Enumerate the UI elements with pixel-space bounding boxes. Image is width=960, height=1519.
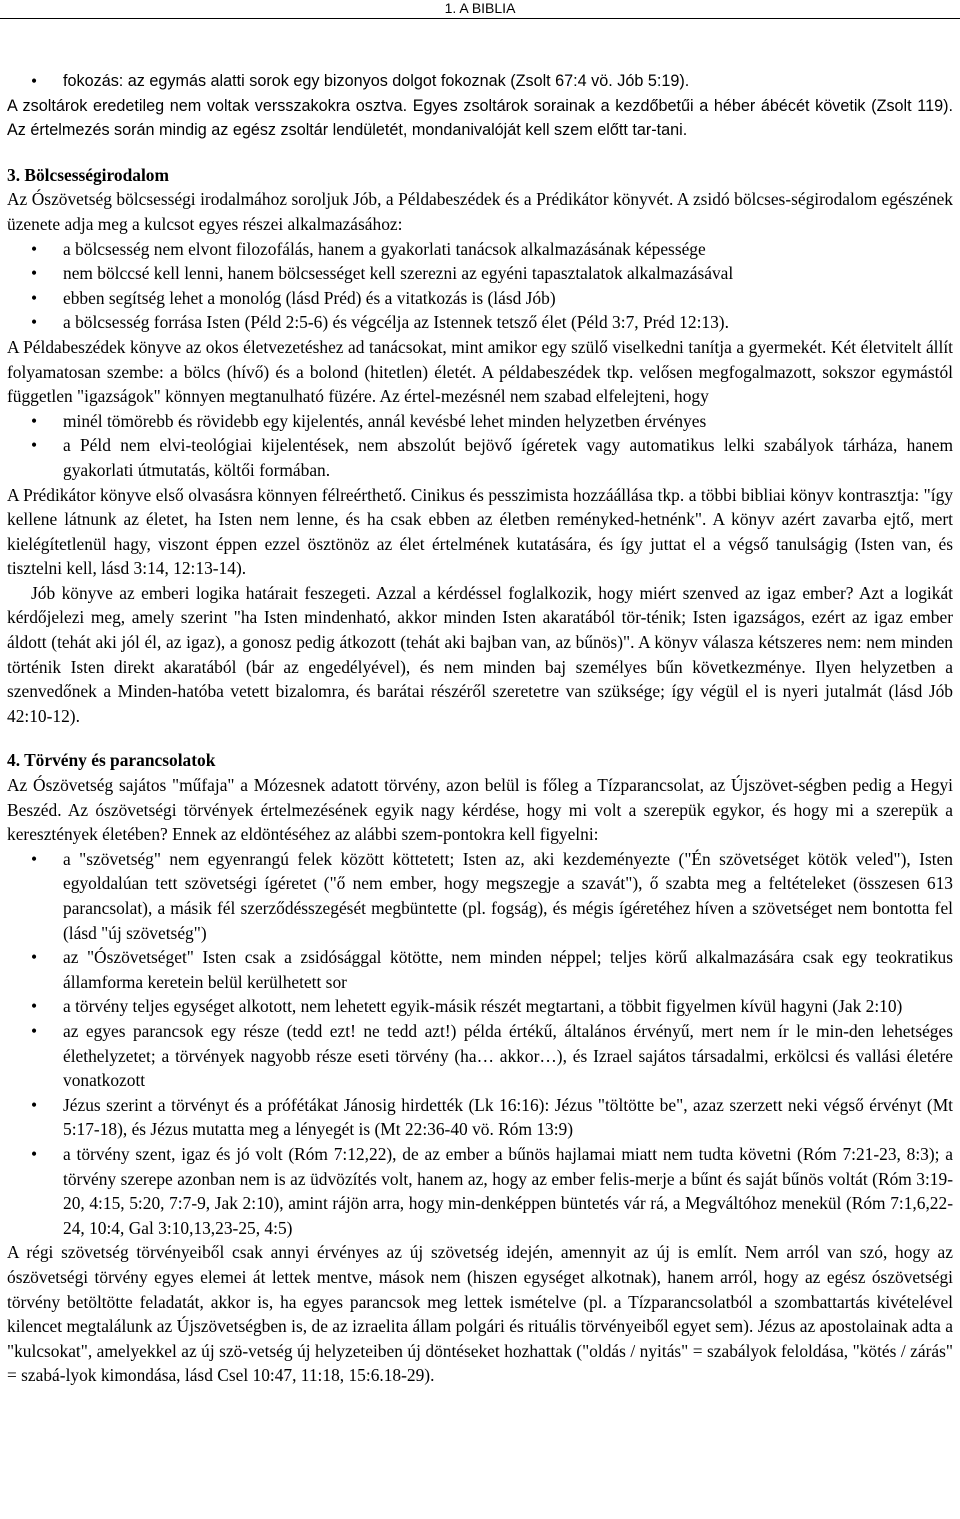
list-item [7,994,953,1019]
list-item [7,69,953,94]
paragraph: A Példabeszédek könyve az okos életvezetéshez ad tanácsokat, mint amikor egy szülő viselkedni tanítja a gyermekét. Két életvitelt állít folyamatosan szembe: a bölcs (hívő) és a bolond (hitetlen) életét. A példabeszédek tkp. velősen megfogalmazott, sokszor egymástól független "igazságok" könnyen megtanulható füzére. Az értel-mezésnél nem szabad elfelejteni, hogy [7,336,953,407]
bullet-icon: • [31,71,38,91]
paragraph: A Prédikátor könyve első olvasásra könnyen félreérthető. Cinikus és pesszimista hozzáállása tkp. a többi bibliai könyv kontrasztja: "így kellene látnunk az életet, ha Isten nem lenne, és ha csak ebben az életben reményked-hetnénk". A könyv azért zavarba ejtő, mert kielégítetlenül hagy, viszont éppen ezzel ösztönöz az élet értelmének kutatására, és így juttat el a végső tanulságig (Isten van, és tisztelni kell, lásd 3:14, 12:13-14). [7,484,953,579]
list-item [7,847,953,945]
document-body [7,69,953,1388]
list-item-text: a Péld nem elvi-teológiai kijelentések, nem abszolút bejövő ígéretek vagy automatikus lelki szabályok tárháza, hanem gyakorlati útmutatás, költői formában. [63,435,953,480]
bullet-icon: • [31,848,38,869]
bullet-icon: • [31,238,38,259]
bullet-icon: • [31,410,38,431]
list-item [7,1142,953,1240]
list-item-text: nem bölccsé kell lenni, hanem bölcsességet kell szerezni az egyéni tapasztalatok alkalmazásával [63,263,734,284]
page-header: 1. A BIBLIA [0,0,960,19]
list-item-text: az "Ószövetséget" Isten csak a zsidósággal kötötte, nem minden néppel; teljes körű alkalmazására csak egy teokratikus államforma keretein belül kerülhetett sor [63,947,953,992]
list-item [7,237,953,262]
bullet-icon: • [31,947,38,968]
list-item-text: a törvény szent, igaz és jó volt (Róm 7:12,22), de az ember a bűnös hajlamai miatt nem tudta követni (Róm 7:21-23, 8:3); a törvény szerepe azonban nem is az üdvözítés volt, hanem az, hogy az ember felis-merje a bűnt és saját bűnös voltát (Róm 3:19-20, 4:15, 5:20, 7:7-9, Jak 2:10), amint rájön arra, hogy min-denképpen büntetés vár rá, a Megváltóhoz menekül (Róm 7:1,6,22-24, 10:4, Gal 3:10,13,23-25, 4:5) [63,1143,953,1238]
list-item [7,945,953,994]
list-item-text: az egyes parancsok egy része (tedd ezt! ne tedd azt!) példa értékű, általános érvényű, mert nem ír le min-den lehetséges élethelyzetet; a törvények nagyobb része eseti törvény (ha… akkor…), és Izrael sajátos társadalmi, erkölcsi és vallási életére vonatkozott [63,1020,953,1091]
list-item-text: a törvény teljes egységet alkotott, nem lehetett egyik-másik részét megtartani, a többit figyelmen kívül hagyni (Jak 2:10) [63,996,903,1017]
list-item [7,1093,953,1142]
bullet-icon: • [31,287,38,308]
list-item-text: minél tömörebb és rövidebb egy kijelentés, annál kevésbé lehet minden helyzetben érvényes [63,410,707,431]
bullet-icon: • [31,435,38,456]
paragraph: Az Ószövetség bölcsességi irodalmához soroljuk Jób, a Példabeszédek és a Prédikátor könyvét. A zsidó bölcses-ségirodalom egészének üzenete adja meg a kulcsot egyes részei alkalmazásához: [7,189,953,234]
list-item-text: fokozás: az egymás alatti sorok egy bizonyos dolgot fokoznak (Zsolt 67:4 vö. Jób 5:19). [63,72,690,90]
bullet-icon: • [31,263,38,284]
list-item-text: a bölcsesség forrása Isten (Péld 2:5-6) és végcélja az Istennek tetsző élet (Péld 3:7, Préd 12:13). [63,312,729,333]
list-item [7,433,953,482]
bullet-icon: • [31,312,38,333]
bullet-icon: • [31,1020,38,1041]
list-item-text: a bölcsesség nem elvont filozofálás, hanem a gyakorlati tanácsok alkalmazásának képessége [63,238,706,259]
bullet-icon: • [31,1143,38,1164]
list-item [7,286,953,311]
list-item [7,261,953,286]
bullet-icon: • [31,1094,38,1115]
bullet-icon: • [31,996,38,1017]
list-item [7,409,953,434]
section-heading: 4. Törvény és parancsolatok [7,750,216,771]
paragraph: A zsoltárok eredetileg nem voltak versszakokra osztva. Egyes zsoltárok sorainak a kezdőbetűi a héber ábécét követik (Zsolt 119). Az értelmezés során mindig az egész zsoltár lendületét, mondanivalóját kell szem előtt tar-tani. [7,96,953,140]
list-item-text: ebben segítség lehet a monológ (lásd Préd) és a vitatkozás is (lásd Jób) [63,287,556,308]
list-item [7,310,953,335]
list-item [7,1019,953,1093]
paragraph: Az Ószövetség sajátos "műfaja" a Mózesnek adatott törvény, azon belül is főleg a Tízparancsolat, az Újszövet-ségben pedig a Hegyi Beszéd. Az ószövetségi törvények értelmezésének egyik nagy kérdése, hogy mi volt a szerepük egykor, és hogy mi a szerepük a keresztények életében? Ennek az eldöntéséhez az alábbi szem-pontokra kell figyelni: [7,775,953,845]
section-heading: 3. Bölcsességirodalom [7,164,169,185]
paragraph: Jób könyve az emberi logika határait feszegeti. Azzal a kérdéssel foglalkozik, hogy miért szenved az igaz ember? Azt a logikát kérdőjelezi meg, amely szerint "ha Isten mindenható, akkor minden Isten akaratából tör-ténik; Isten igazságos, ezért az igaz ember áldott (tehát aki jól él, az igaz), a gonosz pedig átkozott (tehát aki bajban van, az bűnös)". A könyv válasza kétszeres nem: nem minden történik Isten direkt akaratából (bár az engedélyével), és nem minden baj személyes bűn következménye. Ilyen helyzetben a szenvedőnek a Minden-hatóba vetett bizalomra, és barátai részéről szeretetre van szüksége; így végül el is nyeri jutalmát (lásd Jób 42:10-12). [7,582,953,726]
list-item-text: a "szövetség" nem egyenrangú felek között köttetett; Isten az, aki kezdeményezte ("Én szövetséget kötök veled"), Isten egyoldalúan tett szövetségi ígéretet ("ő nem ember, hogy megszegje a szavát"), ő szabta meg a feltételeket (összesen 613 parancsolat), a másik fél szerződésszegését megbüntette (pl. fogság), és mégis ígéretéhez híven a szövetséget nem bontotta fel (lásd "új szövetség") [63,848,953,943]
paragraph: A régi szövetség törvényeiből csak annyi érvényes az új szövetség idején, amennyit az új is említ. Nem arról van szó, hogy az ószövetségi törvény egyes elemei át lettek mentve, mások nem (hiszen egységet alkotnak), hanem arról, hogy az egész ószövetségi törvény betöltötte feladatát, akkor is, ha egyes parancsok meg lettek ismételve (pl. a Tízparancsolatból a szombattartás kivételével kilencet megtalálunk az Újszövetségben is, de az izraelita állam polgári és rituális törvényeiből egyet sem). Jézus az apostolainak adta a "kulcsokat", amelyekkel az új szö-vetség új helyzeteiben új döntéseket hozhattak ("oldás / nyitás" = szabályok feloldása, "kötés / zárás" = szabá-lyok kimondása, lásd Csel 10:47, 11:18, 15:6.18-29). [7,1242,953,1386]
list-item-text: Jézus szerint a törvényt és a prófétákat Jánosig hirdették (Lk 16:16): Jézus "töltötte be", azaz szerzett neki végső érvényt (Mt 5:17-18), és Jézus mutatta meg a lényegét is (Mt 22:36-40 vö. Róm 13:9) [63,1094,953,1140]
